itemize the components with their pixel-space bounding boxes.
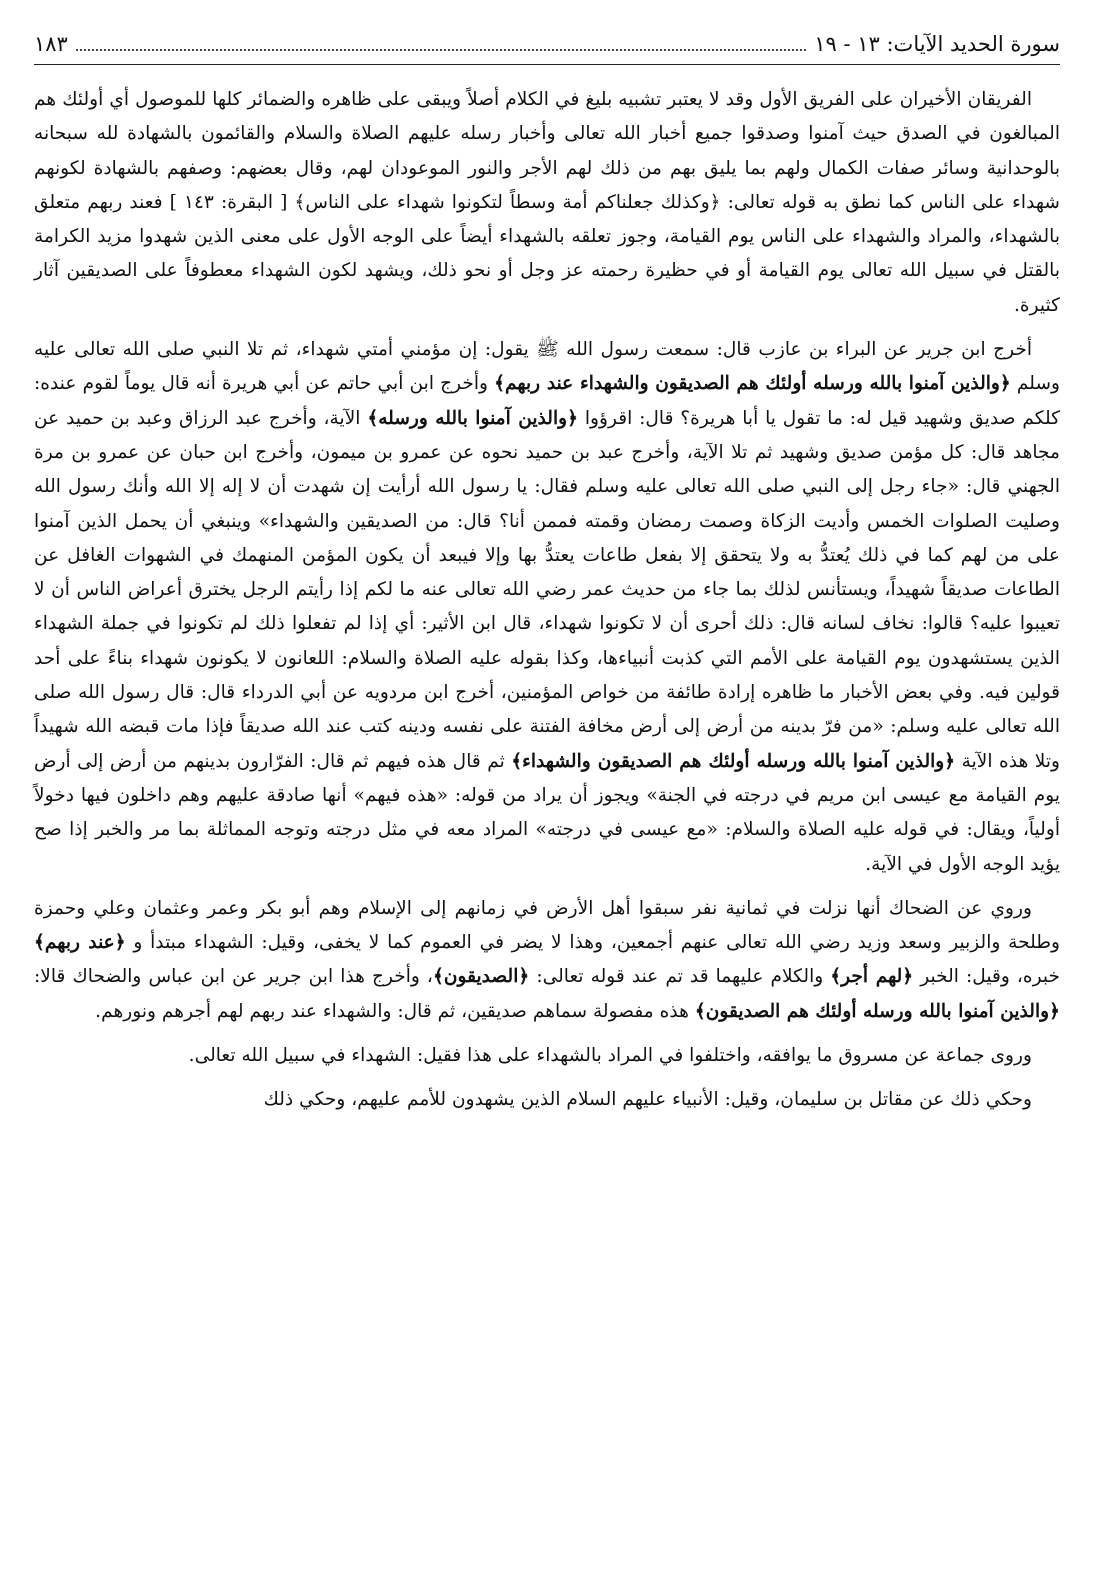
text-run: ، وأخرج هذا ابن جرير عن ابن عباس والضحاك قالا: bbox=[34, 966, 433, 988]
text-run: خبره، وقيل: الخبر bbox=[913, 966, 1060, 988]
text-run: الآية، وأخرج عبد الرزاق وعبد بن حميد عن مجاهد قال: كل مؤمن صديق وشهيد ثم تلا الآية، وأخرج عبد بن حميد نحوه عن عمرو بن ميمون، وأخرج ابن حبان عن عمرو بن مرة الجهني قال: «جاء رجل إلى النبي صلى الله تعالى عليه وسلم فقال: يا رسول الله أرأيت إن شهدت أن لا إله إلا الله وأنك رسول الله وصليت الصلوات الخمس وأديت الزكاة وصمت رمضان وقمته فممن أنا؟ قال: من الصديقين والشهداء» وينبغي أن يحمل الذين آمنوا على من لهم كما في ذلك يُعتدُّ به ولا يتحقق إلا بفعل طاعات يعتدُّ بها وإلا فيبعد أن يكون المؤمن المنهمك في الشهوات الغافل عن الطاعات صديقاً شهيداً، ويستأنس لذلك بما جاء من حديث عمر رضي الله تعالى عنه ما لكم إذا رأيتم الرجل يخترق أعراض الناس أن لا تعيبوا عليه؟ قالوا: نخاف لسانه قال: ذلك أحرى أن لا تكونوا شهداء، قال ابن الأثير: أي إذا لم تفعلوا ذلك لم تكونوا في جملة الشهداء الذين يستشهدون يوم القيامة على الأمم التي كذبت أنبياءها، وكذا بقوله عليه الصلاة والسلام: اللعانون لا يكونون شهداء بناءً على أحد قولين فيه. وفي بعض الأخبار ما ظاهره إرادة طائفة من خواص المؤمنين، أخرج ابن مردويه عن أبي الدرداء قال: قال رسول الله صلى الله تعالى عليه وسلم: «من فرّ بدينه من أرض إلى أرض مخافة الفتنة على نفسه ودينه كتب عند الله صديقاً فإذا مات قبضه الله شهيداً وتلا هذه الآية bbox=[34, 407, 1060, 772]
paragraph bbox=[34, 1083, 1060, 1117]
paragraph bbox=[34, 333, 1060, 882]
text-run: الفريقان الأخيران على الفريق الأول وقد لا يعتبر تشبيه بليغ في الكلام أصلاً ويبقى على ظاهره والضمائر كلها للموصول أي أولئك هم المبالغون في الصدق حيث آمنوا وصدقوا جميع أخبار الله تعالى وأخبار رسله عليهم الصلاة والسلام والقائمون بالشهادة لله سبحانه بالوحدانية وسائر صفات الكمال ولهم بما يليق بهم من ذلك لهم الأجر والنور الموعودان لهم، وقال بعضهم: وصفهم بالشهادة لكونهم شهداء على الناس كما نطق به قوله تعالى: bbox=[34, 89, 1060, 213]
surah-title: سورة الحديد الآيات: ١٣ - ١٩ bbox=[814, 32, 1060, 56]
quran-quote: ﴿الصديقون﴾ bbox=[432, 966, 530, 988]
page-body bbox=[34, 83, 1060, 1118]
quran-quote: ﴿والذين آمنوا بالله ورسله﴾ bbox=[367, 407, 579, 429]
paragraph bbox=[34, 1039, 1060, 1073]
text-run: ﴿وكذلك جعلناكم أمة وسطاً لتكونوا شهداء على الناس﴾ bbox=[294, 191, 721, 213]
text-run: أخرج ابن جرير عن البراء بن عازب قال: سمعت رسول الله ﷺ يقول: إن مؤمني أمتي شهداء، ثم تلا النبي صلى الله تعالى عليه وسلم bbox=[34, 339, 1061, 395]
running-header bbox=[34, 30, 1060, 65]
text-run: وحكي ذلك عن مقاتل بن سليمان، وقيل: الأنبياء عليهم السلام الذين يشهدون للأمم عليهم، وحكي ذلك bbox=[263, 1089, 1032, 1111]
text-run: هذه مفصولة سماهم صديقين، ثم قال: والشهداء عند ربهم لهم أجرهم ونورهم. bbox=[95, 1000, 695, 1022]
dot-leader bbox=[76, 49, 806, 51]
quran-quote: ﴿عند ربهم﴾ bbox=[34, 932, 126, 954]
paragraph bbox=[34, 892, 1060, 1029]
text-run: وأخرج ابن أبي حاتم عن أبي هريرة أنه قال يوماً لقوم عنده: كلكم صديق وشهيد قيل له: ما تقول يا أبا هريرة؟ قال: اقرؤوا bbox=[34, 373, 1060, 429]
quran-quote: ﴿والذين آمنوا بالله ورسله أولئك هم الصديقون والشهداء﴾ bbox=[511, 750, 956, 772]
quran-quote: ﴿والذين آمنوا بالله ورسله أولئك هم الصديقون والشهداء عند ربهم﴾ bbox=[494, 373, 1011, 395]
page-number: ١٨٣ bbox=[34, 32, 68, 56]
text-run: وروى جماعة عن مسروق ما يوافقه، واختلفوا في المراد بالشهداء على هذا فقيل: الشهداء في سبيل الله تعالى. bbox=[188, 1045, 1032, 1067]
quran-quote: ﴿والذين آمنوا بالله ورسله أولئك هم الصديقون﴾ bbox=[694, 1000, 1060, 1022]
paragraph bbox=[34, 83, 1060, 323]
text-run: [ البقرة: ١٤٣ ] فعند ربهم متعلق بالشهداء، والمراد والشهداء على الناس يوم القيامة، وجوز تعلقه بالشهداء أيضاً على الوجه الأول على معنى الذين شهدوا مزيد الكرامة بالقتل في سبيل الله تعالى يوم القيامة أو في حظيرة رحمته عز وجل أو نحو ذلك، ويشهد لكون الشهداء معطوفاً على الصديقين آثار كثيرة. bbox=[34, 191, 1060, 316]
quran-quote: ﴿لهم أجر﴾ bbox=[830, 966, 914, 988]
text-run: وروي عن الضحاك أنها نزلت في ثمانية نفر سبقوا أهل الأرض في زمانهم إلى الإسلام وهم أبو بكر وعمر وعثمان وعلي وحمزة وطلحة والزبير وسعد وزيد رضي الله تعالى عنهم أجمعين، وهذا لا يضر في العموم كما لا يخفى، وقيل: الشهداء مبتدأ و bbox=[34, 897, 1061, 954]
book-page bbox=[34, 30, 1060, 1128]
text-run: ثم قال هذه فيهم ثم قال: الفرّارون بدينهم من أرض إلى أرض يوم القيامة مع عيسى ابن مريم في درجته في الجنة» ويجوز أن يراد من قوله: «هذه فيهم» أنها صادقة عليهم وهم داخلون فيها دخولاً أولياً، ويقال: في قوله عليه الصلاة والسلام: «مع عيسى في درجته» المراد معه في مثل درجته وتوجه المماثلة بما مر والخبر إذا صح يؤيد الوجه الأول في الآية. bbox=[34, 750, 1060, 875]
text-run: والكلام عليهما قد تم عند قوله تعالى: bbox=[529, 966, 831, 988]
